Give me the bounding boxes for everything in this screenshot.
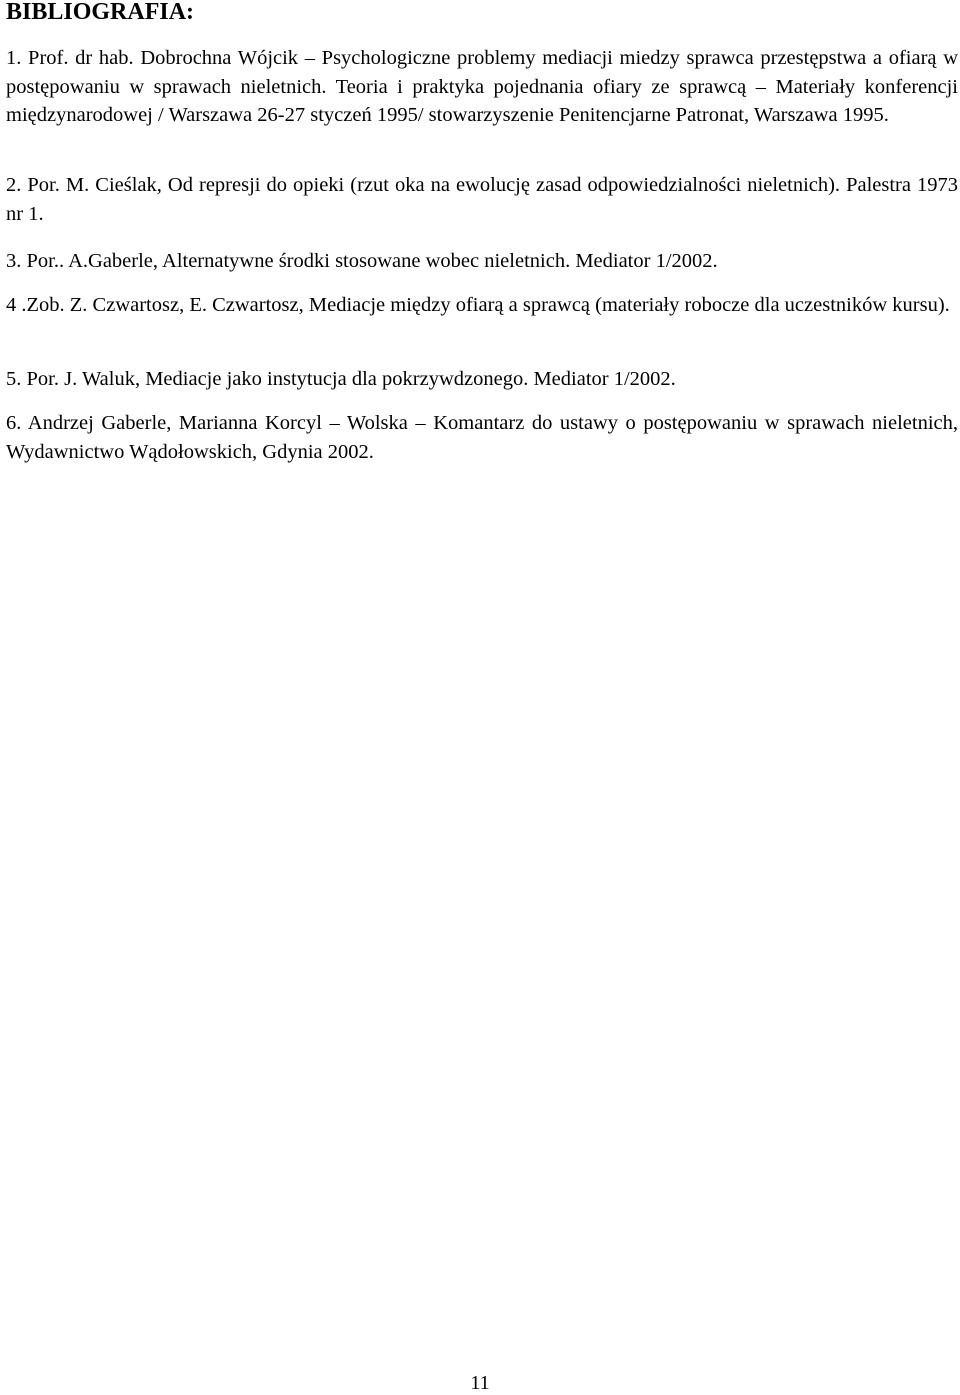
page-number: 11 xyxy=(470,1372,490,1394)
bibliography-entry-6: 6. Andrzej Gaberle, Marianna Korcyl – Wolska – Komantarz do ustawy o postępowaniu w sprawach nieletnich, Wydawnictwo Wądołowskich, Gdynia 2002. xyxy=(6,412,958,463)
bibliography-entry-4: 4 .Zob. Z. Czwartosz, E. Czwartosz, Mediacje między ofiarą a sprawcą (materiały robocze dla uczestników kursu). xyxy=(6,294,950,316)
bibliography-heading: BIBLIOGRAFIA: xyxy=(6,0,195,25)
bibliography-entry-5: 5. Por. J. Waluk, Mediacje jako instytucja dla pokrzywdzonego. Mediator 1/2002. xyxy=(6,368,676,390)
bibliography-entry-1: 1. Prof. dr hab. Dobrochna Wójcik – Psychologiczne problemy mediacji miedzy sprawca przestępstwa a ofiarą w postępowaniu w sprawach nieletnich. Teoria i praktyka pojednania ofiary ze sprawcą – Materiały konferencji międzynarodowej / Warszawa 26-27 styczeń 1995/ stowarzyszenie Penitencjarne Patronat, Warszawa 1995. xyxy=(6,47,958,126)
bibliography-entry-3: 3. Por.. A.Gaberle, Alternatywne środki stosowane wobec nieletnich. Mediator 1/2002. xyxy=(6,250,718,272)
bibliography-entry-2: 2. Por. M. Cieślak, Od represji do opieki (rzut oka na ewolucję zasad odpowiedzialności nieletnich). Palestra 1973 nr 1. xyxy=(6,174,958,225)
